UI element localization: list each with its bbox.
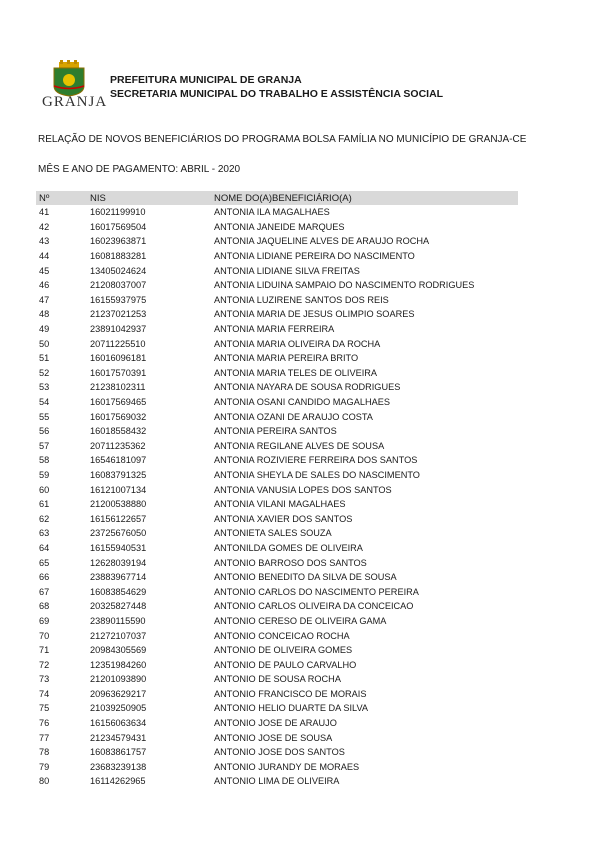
cell-nis: 16083791325 xyxy=(90,469,147,480)
cell-name: ANTONIO CONCEICAO ROCHA xyxy=(214,630,350,641)
table-row xyxy=(36,234,518,249)
cell-nis: 16021199910 xyxy=(90,207,146,218)
cell-nis: 20325827448 xyxy=(90,601,147,612)
cell-name: ANTONIO BARROSO DOS SANTOS xyxy=(214,557,367,568)
cell-name: ANTONIA MARIA PEREIRA BRITO xyxy=(214,353,359,364)
table-row xyxy=(36,322,518,337)
cell-name: ANTONIO JOSE DOS SANTOS xyxy=(214,747,345,758)
cell-name: ANTONIA XAVIER DOS SANTOS xyxy=(214,513,353,524)
cell-number: 44 xyxy=(39,251,50,262)
table-row xyxy=(36,351,518,366)
table-row xyxy=(36,409,518,424)
table-row xyxy=(36,643,518,658)
table-row xyxy=(36,293,518,308)
cell-nis: 12628039194 xyxy=(90,557,147,568)
cell-name: ANTONIO CERESO DE OLIVEIRA GAMA xyxy=(214,615,387,626)
table-row xyxy=(36,701,518,716)
cell-nis: 16155940531 xyxy=(90,542,147,553)
cell-number: 67 xyxy=(39,586,50,597)
logo-wordmark: GRANJA xyxy=(42,94,108,110)
cell-nis: 23883967714 xyxy=(90,572,147,583)
table-row xyxy=(36,687,518,702)
cell-number: 49 xyxy=(39,324,50,335)
table-row xyxy=(36,526,518,541)
cell-nis: 20984305569 xyxy=(90,645,147,656)
table-row xyxy=(36,760,518,775)
cell-number: 79 xyxy=(39,761,50,772)
cell-number: 43 xyxy=(39,236,50,247)
table-row xyxy=(36,628,518,643)
cell-number: 72 xyxy=(39,659,50,670)
table-header xyxy=(36,191,518,205)
cell-name: ANTONIA SHEYLA DE SALES DO NASCIMENTO xyxy=(214,469,420,480)
cell-name: ANTONIO BENEDITO DA SILVA DE SOUSA xyxy=(214,572,397,583)
table-row xyxy=(36,541,518,556)
cell-number: 51 xyxy=(39,353,50,364)
cell-name: ANTONIA MARIA OLIVEIRA DA ROCHA xyxy=(214,338,381,349)
table-row xyxy=(36,584,518,599)
cell-number: 78 xyxy=(39,747,50,758)
cell-number: 60 xyxy=(39,484,50,495)
cell-number: 47 xyxy=(39,294,50,305)
cell-number: 55 xyxy=(39,411,50,422)
cell-name: ANTONIO JOSE DE ARAUJO xyxy=(214,718,337,729)
table-row xyxy=(36,380,518,395)
cell-name: ANTONIA LIDUINA SAMPAIO DO NASCIMENTO RODRIGUES xyxy=(214,280,475,291)
table-row xyxy=(36,511,518,526)
cell-name: ANTONIO HELIO DUARTE DA SILVA xyxy=(214,703,369,714)
cell-nis: 21039250905 xyxy=(90,703,147,714)
cell-number: 41 xyxy=(39,207,50,218)
table-row xyxy=(36,468,518,483)
cell-nis: 16155937975 xyxy=(90,294,147,305)
table-row xyxy=(36,395,518,410)
cell-nis: 20963629217 xyxy=(90,688,147,699)
cell-nis: 23891042937 xyxy=(90,324,147,335)
cell-nis: 21201093890 xyxy=(90,674,147,685)
cell-nis: 23683239138 xyxy=(90,761,147,772)
cell-name: ANTONIO DE PAULO CARVALHO xyxy=(214,659,357,670)
beneficiaries-table xyxy=(36,191,518,789)
cell-nis: 21237021253 xyxy=(90,309,147,320)
cell-nis: 12351984260 xyxy=(90,659,147,670)
cell-nis: 16121007134 xyxy=(90,484,147,495)
cell-name: ANTONIA MARIA TELES DE OLIVEIRA xyxy=(214,367,378,378)
table-row xyxy=(36,614,518,629)
cell-name: ANTONIA OSANI CANDIDO MAGALHAES xyxy=(214,397,390,408)
cell-number: 42 xyxy=(39,221,50,232)
cell-name: ANTONIA JAQUELINE ALVES DE ARAUJO ROCHA xyxy=(214,236,430,247)
cell-name: ANTONIO LIMA DE OLIVEIRA xyxy=(214,776,340,787)
cell-number: 46 xyxy=(39,280,50,291)
cell-name: ANTONIO JURANDY DE MORAES xyxy=(214,761,360,772)
cell-name: ANTONIA REGILANE ALVES DE SOUSA xyxy=(214,440,385,451)
table-row xyxy=(36,307,518,322)
column-header-name: NOME DO(A)BENEFICIÁRIO(A) xyxy=(214,192,352,204)
column-header-nis: NIS xyxy=(90,192,106,204)
table-row xyxy=(36,555,518,570)
report-title: RELAÇÃO DE NOVOS BENEFICIÁRIOS DO PROGRAMA BOLSA FAMÍLIA NO MUNICÍPIO DE GRANJA-CE xyxy=(38,134,527,145)
header-line-1: PREFEITURA MUNICIPAL DE GRANJA xyxy=(110,74,302,86)
cell-nis: 21238102311 xyxy=(90,382,146,393)
cell-name: ANTONIA NAYARA DE SOUSA RODRIGUES xyxy=(214,382,401,393)
table-row xyxy=(36,570,518,585)
header-line-2: SECRETARIA MUNICIPAL DO TRABALHO E ASSISTÊNCIA SOCIAL xyxy=(110,88,444,100)
table-row xyxy=(36,716,518,731)
cell-nis: 16081883281 xyxy=(90,251,147,262)
cell-name: ANTONIA JANEIDE MARQUES xyxy=(214,221,345,232)
table-row xyxy=(36,205,518,220)
table-row xyxy=(36,424,518,439)
table-row xyxy=(36,220,518,235)
cell-nis: 20711235362 xyxy=(90,440,146,451)
cell-number: 53 xyxy=(39,382,50,393)
cell-name: ANTONIA VANUSIA LOPES DOS SANTOS xyxy=(214,484,392,495)
cell-name: ANTONIO FRANCISCO DE MORAIS xyxy=(214,688,367,699)
cell-number: 50 xyxy=(39,338,50,349)
cell-nis: 16156122657 xyxy=(90,513,147,524)
cell-number: 70 xyxy=(39,630,50,641)
cell-name: ANTONIO CARLOS DO NASCIMENTO PEREIRA xyxy=(214,586,419,597)
cell-number: 62 xyxy=(39,513,50,524)
cell-name: ANTONIA PEREIRA SANTOS xyxy=(214,426,337,437)
cell-nis: 23725676050 xyxy=(90,528,147,539)
cell-nis: 23890115590 xyxy=(90,615,146,626)
cell-number: 80 xyxy=(39,776,50,787)
table-row xyxy=(36,249,518,264)
cell-nis: 16017569465 xyxy=(90,397,147,408)
table-row xyxy=(36,366,518,381)
cell-number: 63 xyxy=(39,528,50,539)
table-row xyxy=(36,672,518,687)
cell-nis: 16114262965 xyxy=(90,776,146,787)
cell-number: 65 xyxy=(39,557,50,568)
table-row xyxy=(36,336,518,351)
cell-number: 68 xyxy=(39,601,50,612)
cell-name: ANTONIA MARIA DE JESUS OLIMPIO SOARES xyxy=(214,309,415,320)
table-row xyxy=(36,599,518,614)
table-row xyxy=(36,263,518,278)
cell-name: ANTONIETA SALES SOUZA xyxy=(214,528,332,539)
table-row xyxy=(36,482,518,497)
cell-nis: 16546181097 xyxy=(90,455,147,466)
cell-nis: 20711225510 xyxy=(90,338,146,349)
cell-name: ANTONIA ROZIVIERE FERREIRA DOS SANTOS xyxy=(214,455,418,466)
cell-number: 69 xyxy=(39,615,50,626)
table-row xyxy=(36,497,518,512)
cell-name: ANTONILDA GOMES DE OLIVEIRA xyxy=(214,542,363,553)
cell-nis: 16017569032 xyxy=(90,411,147,422)
table-row xyxy=(36,774,518,789)
cell-name: ANTONIO JOSE DE SOUSA xyxy=(214,732,333,743)
cell-nis: 16017569504 xyxy=(90,221,147,232)
table-row xyxy=(36,278,518,293)
cell-number: 73 xyxy=(39,674,50,685)
payment-period: MÊS E ANO DE PAGAMENTO: ABRIL - 2020 xyxy=(38,164,241,175)
cell-number: 75 xyxy=(39,703,50,714)
table-row xyxy=(36,439,518,454)
cell-nis: 13405024624 xyxy=(90,265,147,276)
document-header xyxy=(110,73,443,101)
cell-name: ANTONIA ILA MAGALHAES xyxy=(214,207,330,218)
cell-number: 54 xyxy=(39,397,50,408)
cell-nis: 16083854629 xyxy=(90,586,147,597)
cell-name: ANTONIA MARIA FERREIRA xyxy=(214,324,335,335)
cell-nis: 21200538880 xyxy=(90,499,147,510)
cell-number: 64 xyxy=(39,542,50,553)
cell-nis: 16017570391 xyxy=(90,367,147,378)
cell-name: ANTONIA LUZIRENE SANTOS DOS REIS xyxy=(214,294,389,305)
table-body xyxy=(36,205,518,789)
cell-number: 56 xyxy=(39,426,50,437)
cell-nis: 21272107037 xyxy=(90,630,147,641)
cell-nis: 16083861757 xyxy=(90,747,147,758)
cell-nis: 16018558432 xyxy=(90,426,147,437)
cell-name: ANTONIA OZANI DE ARAUJO COSTA xyxy=(214,411,373,422)
cell-nis: 21208037007 xyxy=(90,280,147,291)
table-row xyxy=(36,730,518,745)
cell-name: ANTONIO DE SOUSA ROCHA xyxy=(214,674,341,685)
cell-number: 57 xyxy=(39,440,50,451)
cell-number: 71 xyxy=(39,645,50,656)
cell-nis: 16156063634 xyxy=(90,718,147,729)
cell-number: 66 xyxy=(39,572,50,583)
cell-name: ANTONIA LIDIANE PEREIRA DO NASCIMENTO xyxy=(214,251,415,262)
cell-name: ANTONIA VILANI MAGALHAES xyxy=(214,499,346,510)
table-row xyxy=(36,657,518,672)
cell-number: 76 xyxy=(39,718,50,729)
cell-number: 52 xyxy=(39,367,50,378)
cell-name: ANTONIA LIDIANE SILVA FREITAS xyxy=(214,265,360,276)
cell-nis: 16023963871 xyxy=(90,236,147,247)
cell-number: 61 xyxy=(39,499,50,510)
cell-number: 48 xyxy=(39,309,50,320)
table-row xyxy=(36,453,518,468)
cell-number: 59 xyxy=(39,469,50,480)
cell-nis: 16016096181 xyxy=(90,353,147,364)
column-header-number: Nº xyxy=(39,192,50,204)
cell-number: 74 xyxy=(39,688,50,699)
cell-nis: 21234579431 xyxy=(90,732,147,743)
cell-number: 77 xyxy=(39,732,50,743)
cell-name: ANTONIO DE OLIVEIRA GOMES xyxy=(214,645,353,656)
table-row xyxy=(36,745,518,760)
cell-number: 45 xyxy=(39,265,50,276)
cell-name: ANTONIO CARLOS OLIVEIRA DA CONCEICAO xyxy=(214,601,414,612)
cell-number: 58 xyxy=(39,455,50,466)
